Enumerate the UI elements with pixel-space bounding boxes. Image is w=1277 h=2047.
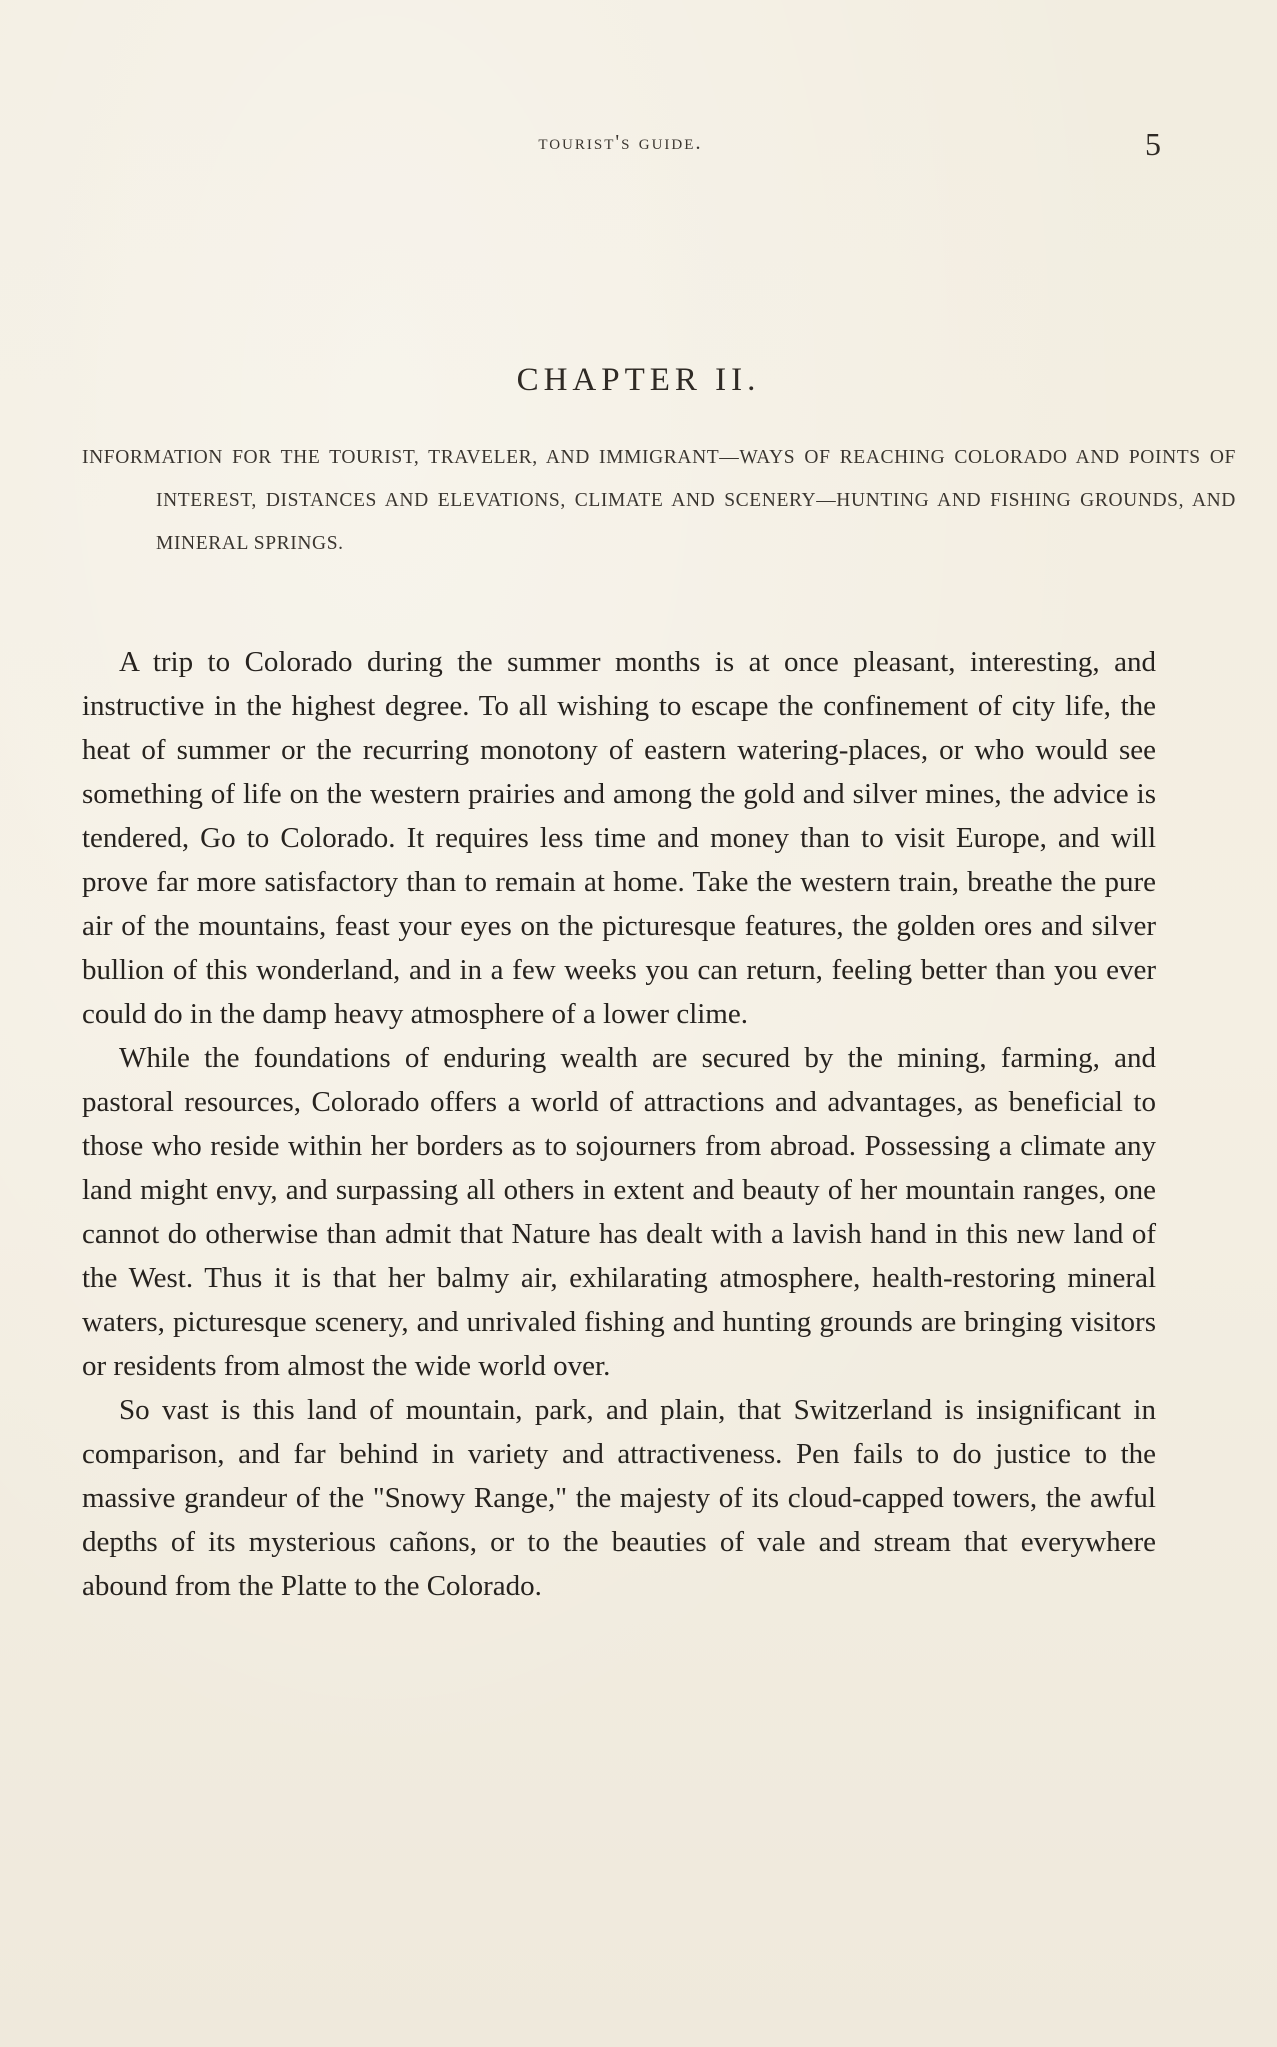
paragraph: While the foundations of enduring wealth are secured by the mining, farming, and pastoral resources, Colorado offers a world of attractions and advantages, as beneficial to those who reside within her borders as to sojourners from abroad. Possessing a climate any land might envy, and surpassing all others in extent and beauty of her mountain ranges, one cannot do otherwise than admit that Nature has dealt with a lavish hand in this new land of the West. Thus it is that her balmy air, exhilarating atmosphere, health-restoring mineral waters, picturesque scenery, and unrivaled fishing and hunting grounds are bringing visitors or residents from almost the wide world over. bbox=[82, 1042, 1156, 1382]
page-number: 5 bbox=[1145, 126, 1161, 162]
body-text bbox=[82, 640, 1156, 1608]
chapter-title: CHAPTER II. bbox=[516, 362, 761, 398]
paragraph: A trip to Colorado during the summer months is at once pleasant, interesting, and instructive in the highest degree. To all wishing to escape the confinement of city life, the heat of summer or the recurring monotony of eastern watering-places, or who would see something of life on the western prairies and among the gold and silver mines, the advice is tendered, Go to Colorado. It requires less time and money than to visit Europe, and will prove far more satisfactory than to remain at home. Take the western train, breathe the pure air of the mountains, feast your eyes on the picturesque features, the golden ores and silver bullion of this wonderland, and in a few weeks you can return, feeling better than you ever could do in the damp heavy atmosphere of a lower clime. bbox=[82, 646, 1156, 1030]
running-header bbox=[80, 126, 1161, 162]
paragraph: So vast is this land of mountain, park, and plain, that Switzerland is insignificant in comparison, and far behind in variety and attractiveness. Pen fails to do justice to the massive grandeur of the "Snowy Range," the majesty of its cloud-capped towers, the awful depths of its mysterious cañons, or to the beauties of vale and stream that everywhere abound from the Platte to the Colorado. bbox=[82, 1394, 1156, 1602]
running-title: tourist's guide. bbox=[538, 130, 703, 154]
chapter-synopsis: INFORMATION FOR THE TOURIST, TRAVELER, AND IMMIGRANT—WAYS OF REACHING COLORADO AND POINTS OF INTEREST, DISTANCES AND ELEVATIONS, CLIMATE AND SCENERY—HUNTING AND FISHING GROUNDS, AND MINERAL SPRINGS. bbox=[82, 447, 1236, 554]
